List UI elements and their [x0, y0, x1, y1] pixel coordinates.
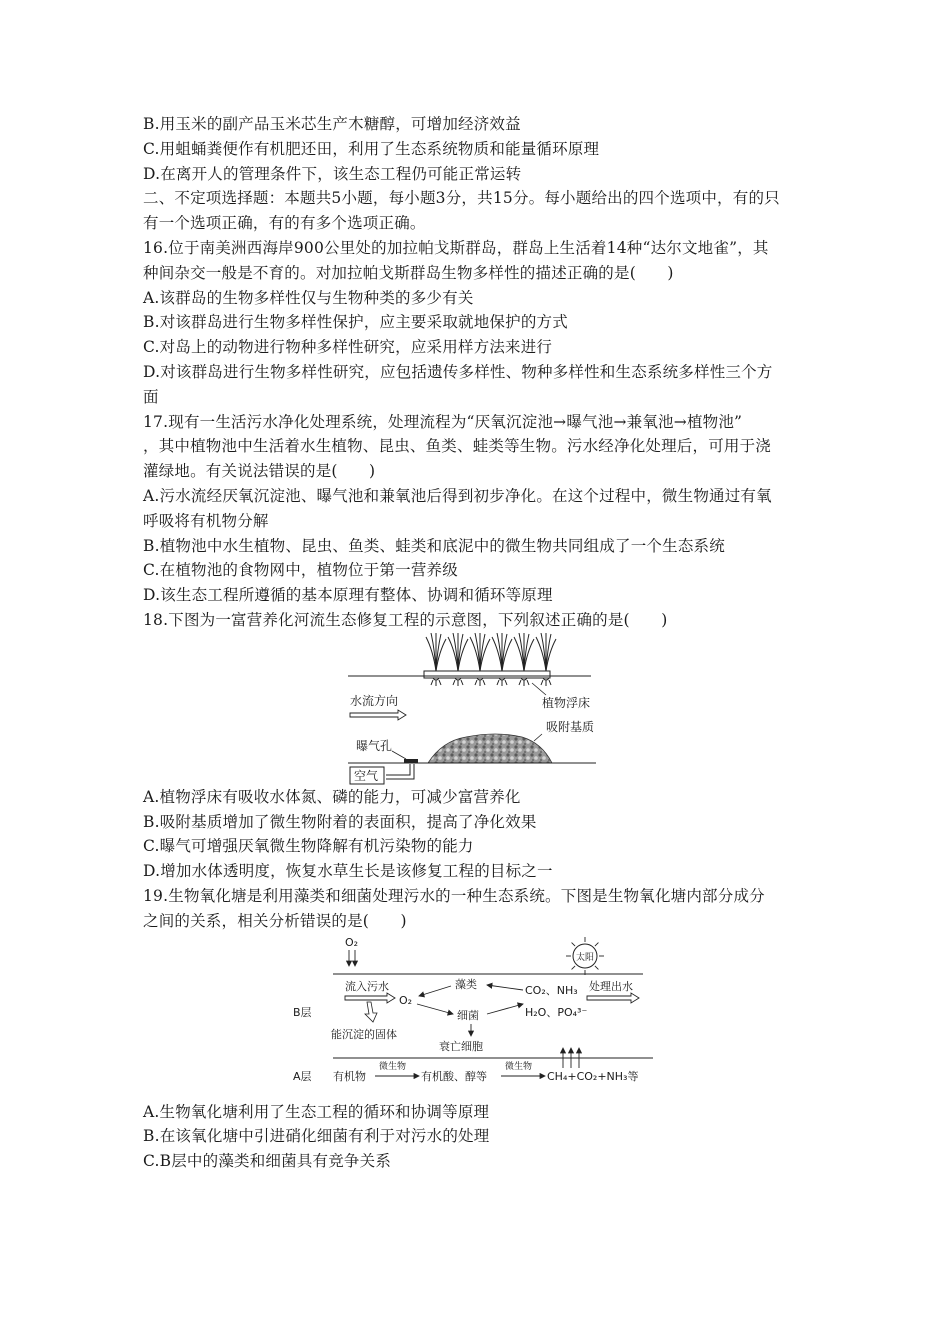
outflow-label: 处理出水 [589, 979, 633, 993]
air-pipe [386, 764, 410, 775]
sediment-arrow-icon [365, 1002, 377, 1022]
question-17-option-a: 呼吸将有机物分解 [143, 511, 269, 530]
question-18-option-a: A.植物浮床有吸收水体氮、磷的能力，可减少富营养化 [143, 787, 521, 806]
question-17-option-d: D.该生态工程所遵循的基本原理有整体、协调和循环等原理 [143, 586, 553, 605]
pointer-line [534, 734, 542, 741]
question-19-option-b: B.在该氧化塘中引进硝化细菌有利于对污水的处理 [143, 1127, 490, 1146]
layer-b-label: B层 [293, 1005, 312, 1019]
sediment-label: 能沉淀的固体 [331, 1027, 397, 1041]
floating-bed-label: 植物浮床 [542, 695, 591, 710]
question-17-option-a: A.污水流经厌氧沉淀池、曝气池和兼氧池后得到初步净化。在这个过程中，微生物通过有氧 [143, 486, 772, 505]
river-restoration-diagram [346, 633, 606, 785]
question-19-stem: 19.生物氧化塘是利用藻类和细菌处理污水的一种生态系统。下图是生物氧化塘内部分成分 [143, 886, 765, 905]
question-17-stem: 灌绿地。有关说法错误的是( ) [143, 462, 376, 481]
microbe-label: 微生物 [505, 1061, 533, 1072]
question-16-option-b: B.对该群岛进行生物多样性保护，应主要采取就地保护的方式 [143, 313, 568, 332]
oxidation-pond-figure [293, 934, 813, 1100]
text-line: B.用玉米的副产品玉米芯生产木糖醇，可增加经济效益 [143, 115, 521, 133]
arrow [487, 985, 523, 990]
inflow-arrow-icon [345, 993, 395, 1003]
text-line: C.用蛆蛹粪便作有机肥还田，利用了生态系统物质和能量循环原理 [143, 139, 600, 158]
oxidation-pond-diagram [293, 934, 813, 1100]
question-18-option-d: D.增加水体透明度，恢复水草生长是该修复工程的目标之一 [143, 862, 553, 881]
question-17-option-b: B.植物池中水生植物、昆虫、鱼类、蛙类和底泥中的微生物共同组成了一个生态系统 [143, 536, 725, 555]
arrow [487, 1004, 523, 1014]
arrow [417, 1004, 453, 1014]
question-16-option-c: C.对岛上的动物进行物种多样性研究，应采用样方法来进行 [143, 338, 553, 357]
question-17-stem: ，其中植物池中生活着水生植物、昆虫、鱼类、蛙类等生物。污水经净化处理后，可用于浇 [143, 437, 772, 456]
question-16-stem: 种间杂交一般是不育的。对加拉帕戈斯群岛生物多样性的描述正确的是( ) [143, 263, 674, 282]
substrate-label: 吸附基质 [546, 719, 595, 734]
acids-label: 有机酸、醇等 [421, 1069, 487, 1083]
aeration-hole [404, 759, 418, 763]
o2-top-label: O₂ [345, 935, 359, 949]
question-18-option-b: B.吸附基质增加了微生物附着的表面积，提高了净化效果 [143, 812, 537, 831]
outflow-arrow-icon [587, 993, 639, 1003]
question-16-stem: 16.位于南美洲西海岸900公里处的加拉帕戈斯群岛，群岛上生活着14种“达尔文地雀”，其 [143, 238, 769, 257]
text-block-1 [143, 112, 811, 633]
bacteria-label: 细菌 [457, 1008, 479, 1022]
river-restoration-figure [346, 633, 606, 785]
question-19-option-a: A.生物氧化塘利用了生态工程的循环和协调等原理 [143, 1102, 490, 1121]
question-16-option-a: A.该群岛的生物多样性仅与生物种类的多少有关 [143, 288, 474, 307]
algae-label: 藻类 [455, 977, 477, 991]
o2-mid-label: O₂ [399, 993, 413, 1007]
question-19-option-c: C.B层中的藻类和细菌具有竞争关系 [143, 1152, 392, 1171]
question-16-option-d: D.对该群岛进行生物多样性研究，应包括遗传多样性、物种多样性和生态系统多样性三个方 [143, 362, 773, 381]
gases-label: CH₄+CO₂+NH₃等 [547, 1069, 639, 1083]
pointer-line [392, 751, 406, 759]
question-16-option-d: 面 [143, 387, 159, 406]
arrow [419, 986, 451, 996]
section-heading: 二、不定项选择题：本题共5小题，每小题3分，共15分。每小题给出的四个选项中，有的只 [143, 189, 780, 208]
sun-label: 太阳 [576, 952, 595, 963]
question-19-stem: 之间的关系，相关分析错误的是( ) [143, 911, 407, 930]
layer-a-label: A层 [293, 1069, 312, 1083]
flow-arrow-icon [350, 710, 406, 720]
microbe-label: 微生物 [379, 1061, 407, 1072]
question-18-option-c: C.曝气可增强厌氧微生物降解有机污染物的能力 [143, 837, 474, 856]
floating-bed [424, 671, 550, 678]
question-17-option-c: C.在植物池的食物网中，植物位于第一营养级 [143, 561, 458, 580]
exam-page [143, 112, 811, 1174]
dead-cells-label: 衰亡细胞 [439, 1039, 483, 1053]
inflow-label: 流入污水 [345, 979, 389, 993]
h2o-po4-label: H₂O、PO₄³⁻ [525, 1005, 588, 1019]
text-block-3 [143, 1100, 811, 1174]
air-label: 空气 [354, 768, 379, 783]
adsorption-substrate [428, 734, 552, 763]
pointer-line [532, 683, 546, 695]
flow-direction-label: 水流方向 [350, 693, 399, 708]
text-block-2 [143, 785, 811, 934]
section-heading: 有一个选项正确，有的有多个选项正确。 [143, 214, 426, 233]
question-18-stem: 18.下图为一富营养化河流生态修复工程的示意图，下列叙述正确的是( ) [143, 610, 668, 629]
co2-nh3-label: CO₂、NH₃ [525, 983, 578, 997]
question-17-stem: 17.现有一生活污水净化处理系统，处理流程为“厌氧沉淀池→曝气池→兼氧池→植物池” [143, 412, 743, 431]
organics-label: 有机物 [333, 1069, 366, 1083]
text-line: D.在离开人的管理条件下，该生态工程仍可能正常运转 [143, 164, 522, 183]
aeration-hole-label: 曝气孔 [356, 738, 393, 753]
